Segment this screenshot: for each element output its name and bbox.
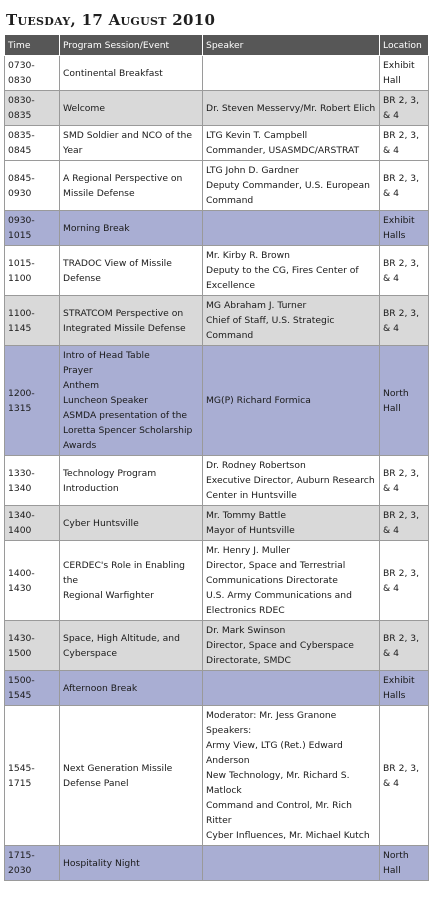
time-cell: 1545-1715: [5, 706, 60, 846]
table-header-row: [5, 35, 429, 56]
time-cell: 1430-1500: [5, 621, 60, 671]
time-cell: 1200-1315: [5, 346, 60, 456]
event-cell-line: SMD Soldier and NCO of the: [63, 130, 192, 141]
speaker-cell: [203, 296, 380, 346]
time-cell: 0830-0835: [5, 91, 60, 126]
location-cell-line: & 4: [383, 187, 399, 199]
speaker-cell: [203, 541, 380, 621]
event-cell-line: Defense Panel: [63, 777, 129, 789]
location-cell-line: BR 2, 3,: [383, 257, 420, 269]
location-cell: [380, 296, 429, 346]
speaker-cell-line: Director, Space and Cyberspace: [206, 640, 354, 651]
table-row: [5, 161, 429, 211]
location-cell-line: Exhibit: [383, 60, 415, 71]
event-cell: [60, 621, 203, 671]
speaker-cell-line: Deputy to the CG, Fires Center of: [206, 265, 359, 276]
speaker-cell-line: Director, Space and Terrestrial: [206, 560, 346, 571]
event-cell-line: Prayer: [63, 365, 93, 376]
speaker-cell-line: Dr. Rodney Robertson: [206, 460, 306, 471]
event-cell-line: Continental Breakfast: [63, 67, 163, 79]
event-cell: [60, 671, 203, 706]
table-row: [5, 211, 429, 246]
time-cell: 0930-1015: [5, 211, 60, 246]
location-cell: [380, 671, 429, 706]
time-cell: 1100-1145: [5, 296, 60, 346]
speaker-cell: [203, 621, 380, 671]
column-header-speaker: Speaker: [203, 35, 380, 56]
event-cell: [60, 126, 203, 161]
speaker-cell-line: Command: [206, 195, 254, 206]
location-cell-line: & 4: [383, 582, 399, 594]
location-cell: [380, 706, 429, 846]
location-cell-line: & 4: [383, 482, 399, 494]
event-cell-line: Intro of Head Table: [63, 350, 150, 361]
speaker-cell-line: Command and Control, Mr. Rich Ritter: [206, 800, 352, 826]
event-cell-line: Integrated Missile Defense: [63, 322, 186, 334]
speaker-cell-line: Directorate, SMDC: [206, 655, 291, 666]
location-cell-line: Exhibit: [383, 215, 415, 226]
speaker-cell-line: Mr. Kirby R. Brown: [206, 250, 290, 261]
speaker-cell-line: LTG John D. Gardner: [206, 165, 299, 176]
location-cell: [380, 56, 429, 91]
event-cell-line: Technology Program: [63, 467, 157, 479]
location-cell-line: BR 2, 3,: [383, 510, 420, 521]
location-cell: [380, 161, 429, 211]
table-row: [5, 91, 429, 126]
speaker-cell-line: Chief of Staff, U.S. Strategic: [206, 315, 335, 326]
location-cell-line: Exhibit: [383, 675, 415, 686]
speaker-cell-line: Army View, LTG (Ret.) Edward: [206, 740, 343, 751]
event-cell-line: Introduction: [63, 482, 119, 494]
location-cell-line: & 4: [383, 525, 399, 536]
event-cell-line: CERDEC's Role in Enabling the: [63, 560, 185, 586]
speaker-cell-line: LTG Kevin T. Campbell: [206, 130, 308, 141]
table-row: [5, 671, 429, 706]
event-cell-line: Cyberspace: [63, 647, 118, 659]
table-row: [5, 246, 429, 296]
time-cell: 0730-0830: [5, 56, 60, 91]
table-row: [5, 706, 429, 846]
event-cell: [60, 541, 203, 621]
location-cell-line: & 4: [383, 110, 399, 121]
speaker-cell-line: Speakers:: [206, 725, 252, 736]
time-cell: 1330-1340: [5, 456, 60, 506]
location-cell-line: North: [383, 850, 409, 861]
speaker-cell: [203, 671, 380, 706]
event-cell-line: Hospitality Night: [63, 857, 140, 869]
event-cell: [60, 296, 203, 346]
speaker-cell-line: Command: [206, 330, 254, 341]
event-cell-line: Regional Warfighter: [63, 590, 154, 601]
table-row: [5, 126, 429, 161]
table-row: [5, 621, 429, 671]
speaker-cell: [203, 706, 380, 846]
speaker-cell-line: Mr. Henry J. Muller: [206, 545, 291, 556]
schedule-table: [4, 34, 429, 881]
event-cell-line: Cyber Huntsville: [63, 517, 139, 529]
table-row: [5, 846, 429, 881]
event-cell-line: ASMDA presentation of the: [63, 410, 188, 421]
speaker-cell: [203, 506, 380, 541]
location-cell-line: Hall: [383, 75, 401, 86]
speaker-cell: [203, 91, 380, 126]
location-cell-line: Hall: [383, 865, 401, 876]
event-cell-line: Anthem: [63, 380, 100, 391]
time-cell: 0835-0845: [5, 126, 60, 161]
location-cell-line: & 4: [383, 777, 399, 789]
location-cell-line: BR 2, 3,: [383, 467, 420, 479]
speaker-cell-line: Mayor of Huntsville: [206, 525, 295, 536]
speaker-cell-line: MG(P) Richard Formica: [206, 395, 311, 406]
event-cell: [60, 246, 203, 296]
speaker-cell-line: Commander, USASMDC/ARSTRAT: [206, 145, 360, 156]
speaker-cell-line: Dr. Steven Messervy/Mr. Robert Elich: [206, 102, 376, 114]
event-cell: [60, 706, 203, 846]
time-cell: 1340-1400: [5, 506, 60, 541]
table-row: [5, 56, 429, 91]
time-cell: 1500-1545: [5, 671, 60, 706]
speaker-cell-line: Mr. Tommy Battle: [206, 510, 286, 521]
event-cell-line: Next Generation Missile: [63, 762, 173, 774]
event-cell: [60, 56, 203, 91]
location-cell: [380, 91, 429, 126]
location-cell-line: BR 2, 3,: [383, 632, 420, 644]
location-cell: [380, 126, 429, 161]
speaker-cell: [203, 211, 380, 246]
location-cell: [380, 246, 429, 296]
event-cell-line: A Regional Perspective on: [63, 172, 183, 184]
table-row: [5, 506, 429, 541]
location-cell-line: & 4: [383, 272, 399, 284]
location-cell: [380, 506, 429, 541]
speaker-cell: [203, 161, 380, 211]
speaker-cell: [203, 346, 380, 456]
event-cell-line: Space, High Altitude, and: [63, 632, 180, 644]
speaker-cell: [203, 456, 380, 506]
speaker-cell-line: MG Abraham J. Turner: [206, 300, 307, 311]
location-cell: [380, 211, 429, 246]
table-row: [5, 456, 429, 506]
page-title: Tuesday, 17 August 2010: [6, 11, 216, 29]
column-header-event: Program Session/Event: [60, 35, 203, 56]
location-cell-line: BR 2, 3,: [383, 567, 420, 579]
event-cell-line: Missile Defense: [63, 187, 135, 199]
location-cell-line: & 4: [383, 322, 399, 334]
location-cell-line: & 4: [383, 145, 399, 156]
event-cell: [60, 846, 203, 881]
speaker-cell: [203, 56, 380, 91]
time-cell: 1015-1100: [5, 246, 60, 296]
speaker-cell-line: Matlock: [206, 785, 242, 796]
event-cell-line: Year: [63, 145, 83, 156]
event-cell-line: Awards: [63, 440, 97, 451]
column-header-time: Time: [5, 35, 60, 56]
time-cell: 1715-2030: [5, 846, 60, 881]
event-cell-line: Luncheon Speaker: [63, 395, 148, 406]
location-cell-line: BR 2, 3,: [383, 762, 420, 774]
time-cell: 0845-0930: [5, 161, 60, 211]
event-cell-line: Morning Break: [63, 222, 130, 234]
event-cell: [60, 506, 203, 541]
location-cell: [380, 621, 429, 671]
speaker-cell: [203, 126, 380, 161]
event-cell: [60, 456, 203, 506]
speaker-cell-line: Moderator: Mr. Jess Granone: [206, 710, 337, 721]
location-cell: [380, 541, 429, 621]
speaker-cell-line: U.S. Army Communications and: [206, 590, 352, 601]
speaker-cell-line: Center in Huntsville: [206, 490, 297, 501]
location-cell: [380, 456, 429, 506]
table-row: [5, 346, 429, 456]
schedule-rows: [5, 56, 429, 881]
location-cell: [380, 846, 429, 881]
location-cell-line: North: [383, 387, 409, 399]
location-cell-line: BR 2, 3,: [383, 172, 420, 184]
speaker-cell-line: Excellence: [206, 280, 256, 291]
location-cell-line: BR 2, 3,: [383, 307, 420, 319]
speaker-cell-line: Cyber Influences, Mr. Michael Kutch: [206, 830, 370, 841]
event-cell-line: Welcome: [63, 102, 106, 114]
location-cell: [380, 346, 429, 456]
speaker-cell-line: Communications Directorate: [206, 575, 338, 586]
location-cell-line: Hall: [383, 402, 401, 414]
event-cell-line: Loretta Spencer Scholarship: [63, 425, 193, 436]
speaker-cell: [203, 246, 380, 296]
event-cell-line: Defense: [63, 272, 101, 284]
location-cell-line: & 4: [383, 647, 399, 659]
event-cell: [60, 161, 203, 211]
event-cell-line: Afternoon Break: [63, 682, 138, 694]
event-cell-line: STRATCOM Perspective on: [63, 307, 184, 319]
event-cell-line: TRADOC View of Missile: [63, 257, 172, 269]
speaker-cell-line: Deputy Commander, U.S. European: [206, 180, 370, 191]
location-cell-line: BR 2, 3,: [383, 95, 420, 106]
column-header-location: Location: [380, 35, 429, 56]
table-row: [5, 541, 429, 621]
speaker-cell-line: Executive Director, Auburn Research: [206, 475, 375, 486]
table-row: [5, 296, 429, 346]
event-cell: [60, 91, 203, 126]
location-cell-line: Halls: [383, 230, 406, 241]
speaker-cell-line: Anderson: [206, 755, 250, 766]
speaker-cell-line: Dr. Mark Swinson: [206, 625, 286, 636]
speaker-cell-line: Electronics RDEC: [206, 605, 285, 616]
speaker-cell-line: New Technology, Mr. Richard S.: [206, 770, 350, 781]
location-cell-line: BR 2, 3,: [383, 130, 420, 141]
event-cell: [60, 211, 203, 246]
event-cell: [60, 346, 203, 456]
time-cell: 1400-1430: [5, 541, 60, 621]
location-cell-line: Halls: [383, 690, 406, 701]
speaker-cell: [203, 846, 380, 881]
